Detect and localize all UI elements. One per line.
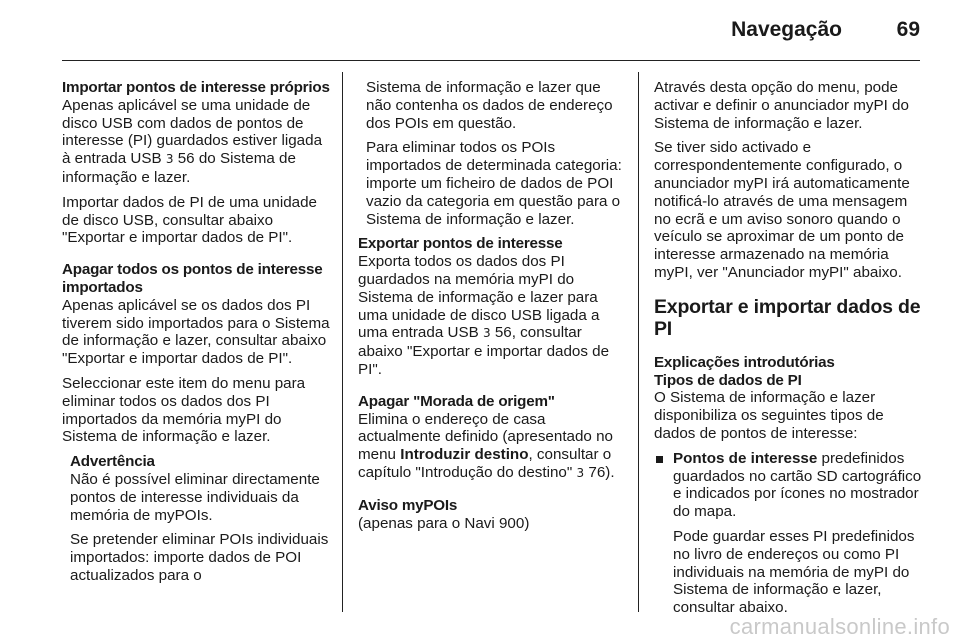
- warning-block-continued: [358, 79, 626, 228]
- chapter-heading: Exportar e importar dados de PI: [654, 295, 921, 340]
- section-heading: Explicações introdutórias: [654, 353, 835, 371]
- paragraph-text: , consultar o capítulo "Introdução do destino": [358, 446, 612, 481]
- column-3: [654, 79, 926, 624]
- section-heading: Apagar "Morada de origem": [358, 392, 555, 410]
- warning-title: Advertência: [70, 453, 155, 471]
- section-heading: Importar pontos de interesse próprios: [62, 79, 330, 96]
- section-heading: Apagar todos os pontos de interesse importados: [62, 261, 323, 296]
- paragraph: Seleccionar este item do menu para eliminar todos os dados dos PI importados da memória myPI do Sistema de informação e lazer.: [62, 374, 306, 446]
- paragraph: Se tiver sido activado e correspondentemente configurado, o anunciador myPI irá automaticamente notificá-lo através de uma mensagem no ecrã e um aviso sonoro quando o veículo se aproximar de um ponto de interesse armazenado na memória myPI, ver "Anunciador myPI" abaixo.: [654, 139, 910, 281]
- header-rule: [62, 60, 920, 61]
- paragraph: Importar dados de PI de uma unidade de disco USB, consultar abaixo "Exportar e importar dados de PI".: [62, 193, 317, 247]
- paragraph-text: Elimina o endereço de casa actualmente definido (apresentado no menu: [358, 410, 613, 464]
- paragraph: O Sistema de informação e lazer disponibiliza os seguintes tipos de dados de pontos de interesse:: [654, 389, 884, 442]
- page-ref-arrow-icon: 3: [482, 326, 491, 341]
- paragraph: Através desta opção do menu, pode activar e definir o anunciador myPI do Sistema de informação e lazer.: [654, 79, 909, 132]
- paragraph-text: Apenas aplicável se uma unidade de disco USB com dados de pontos de interesse (PI) guardados estiver ligada à entrada USB: [62, 96, 323, 168]
- section-heading: Exportar pontos de interesse: [358, 235, 563, 253]
- page-ref-arrow-icon: 3: [165, 152, 174, 167]
- section-heading: Tipos de dados de PI: [654, 371, 802, 389]
- paragraph: [358, 411, 626, 483]
- paragraph: [358, 253, 626, 379]
- paragraph: Para eliminar todos os POIs importados de determinada categoria: importe um ficheiro de dados de POI vazio da categoria em questão para o Sistema de informação e lazer.: [366, 139, 622, 228]
- header-title: Navegação: [731, 18, 842, 41]
- watermark: carmanualsonline.info: [729, 614, 950, 639]
- paragraph-text: 76).: [588, 463, 615, 481]
- column-divider: [342, 72, 343, 612]
- paragraph: Não é possível eliminar directamente pontos de interesse individuais da memória de myPOIs.: [70, 470, 320, 524]
- paragraph: Se pretender eliminar POIs individuais importados: importe dados de POI actualizados para o: [70, 531, 329, 584]
- paragraph: Apenas aplicável se os dados dos PI tiverem sido importados para o Sistema de informação e lazer, consultar abaixo "Exportar e importar dados de PI".: [62, 296, 330, 368]
- list-item: [654, 450, 926, 521]
- paragraph-text: 56, consultar abaixo "Exportar e importar dados de PI".: [358, 324, 610, 378]
- section-heading: Aviso myPOIs: [358, 496, 458, 514]
- square-bullet-icon: [656, 456, 663, 463]
- paragraph: Sistema de informação e lazer que não contenha os dados de endereço dos POIs em questão.: [366, 79, 613, 132]
- paragraph-text: Exporta todos os dados dos PI guardados na memória myPI do Sistema de informação e lazer para uma unidade de disco USB ligada a uma entrada USB: [358, 253, 600, 342]
- page-number: 69: [896, 18, 920, 41]
- paragraph: Pode guardar esses PI predefinidos no livro de endereços ou como PI individuais na memória de myPI do Sistema de informação e lazer, consultar abaixo.: [673, 527, 915, 617]
- column-divider: [638, 72, 639, 612]
- page-ref-arrow-icon: 3: [576, 465, 585, 480]
- warning-block: [62, 453, 330, 585]
- page-header: [0, 0, 960, 60]
- column-2: [358, 79, 626, 539]
- column-1: [62, 79, 330, 592]
- paragraph: (apenas para o Navi 900): [358, 514, 530, 532]
- list-item-term: Pontos de interesse: [673, 449, 818, 467]
- menu-name: Introduzir destino: [400, 446, 529, 464]
- paragraph: [62, 97, 330, 187]
- paragraph-text: 56 do Sistema de informação e lazer.: [62, 150, 296, 186]
- list-item-text: predefinidos guardados no cartão SD cartográfico e indicados por ícones no mostrador do mapa.: [673, 449, 922, 521]
